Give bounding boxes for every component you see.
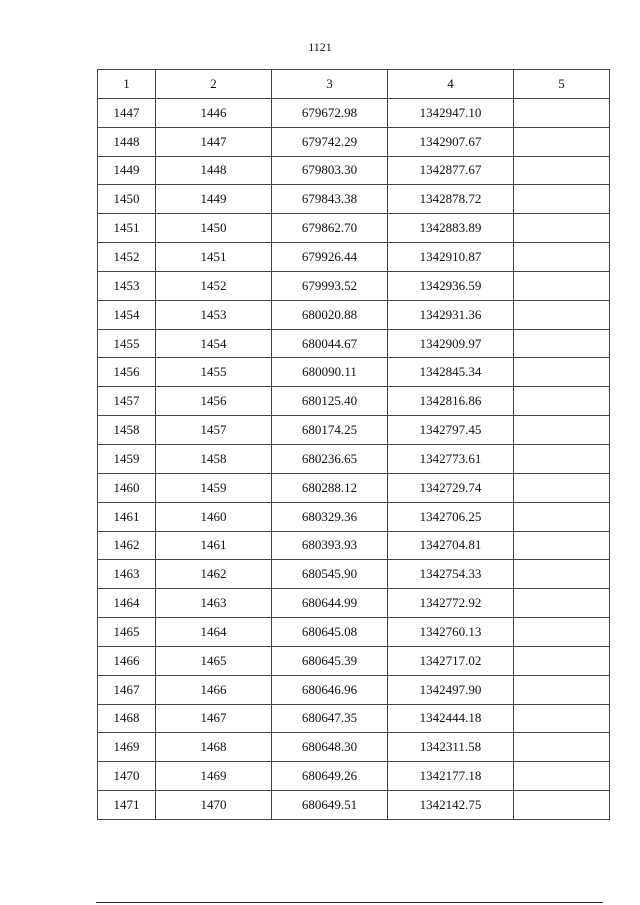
table-row [98,98,610,127]
table-row [98,704,610,733]
table-cell-col-1: 1458 [98,416,156,445]
table-cell-col-5 [514,791,610,820]
table-body [98,98,610,819]
column-header-5: 5 [514,70,610,99]
table-cell-col-5 [514,416,610,445]
table-row [98,243,610,272]
table-cell-col-3: 680649.26 [272,762,388,791]
table-cell-col-2: 1465 [156,646,272,675]
column-header-3: 3 [272,70,388,99]
table-cell-col-1: 1462 [98,531,156,560]
table-cell-col-2: 1459 [156,473,272,502]
table-cell-col-3: 679672.98 [272,98,388,127]
table-cell-col-4: 1342878.72 [388,185,514,214]
table-cell-col-2: 1455 [156,358,272,387]
table-cell-col-4: 1342883.89 [388,214,514,243]
table-cell-col-2: 1463 [156,589,272,618]
table-cell-col-5 [514,589,610,618]
table-row [98,185,610,214]
table-cell-col-4: 1342772.92 [388,589,514,618]
table-cell-col-2: 1470 [156,791,272,820]
table-cell-col-2: 1448 [156,156,272,185]
table-row [98,271,610,300]
table-cell-col-4: 1342444.18 [388,704,514,733]
table-cell-col-2: 1451 [156,243,272,272]
table-cell-col-1: 1456 [98,358,156,387]
table-cell-col-1: 1463 [98,560,156,589]
table-row [98,358,610,387]
table-cell-col-4: 1342497.90 [388,675,514,704]
table-cell-col-1: 1451 [98,214,156,243]
table-row [98,127,610,156]
table-cell-col-5 [514,271,610,300]
table-cell-col-1: 1461 [98,502,156,531]
table-cell-col-1: 1453 [98,271,156,300]
table-cell-col-3: 680329.36 [272,502,388,531]
table-cell-col-1: 1470 [98,762,156,791]
table-cell-col-5 [514,243,610,272]
table-cell-col-2: 1454 [156,329,272,358]
table-cell-col-4: 1342936.59 [388,271,514,300]
table-cell-col-1: 1457 [98,387,156,416]
table-cell-col-4: 1342142.75 [388,791,514,820]
table-cell-col-2: 1461 [156,531,272,560]
table-cell-col-1: 1471 [98,791,156,820]
table-cell-col-3: 679862.70 [272,214,388,243]
table-cell-col-3: 679926.44 [272,243,388,272]
table-cell-col-2: 1457 [156,416,272,445]
table-cell-col-3: 680545.90 [272,560,388,589]
table-cell-col-3: 680647.35 [272,704,388,733]
table-cell-col-2: 1469 [156,762,272,791]
table-cell-col-5 [514,156,610,185]
table-cell-col-5 [514,762,610,791]
table-cell-col-2: 1467 [156,704,272,733]
table-cell-col-4: 1342947.10 [388,98,514,127]
page-number: 1121 [308,40,332,54]
table-cell-col-2: 1447 [156,127,272,156]
table-cell-col-3: 680644.99 [272,589,388,618]
table-row [98,300,610,329]
table-cell-col-5 [514,618,610,647]
table-cell-col-1: 1466 [98,646,156,675]
table-cell-col-5 [514,127,610,156]
table-row [98,646,610,675]
table-cell-col-3: 680020.88 [272,300,388,329]
table-cell-col-2: 1466 [156,675,272,704]
table-cell-col-2: 1460 [156,502,272,531]
table-cell-col-5 [514,444,610,473]
table-cell-col-1: 1460 [98,473,156,502]
table-cell-col-5 [514,733,610,762]
table-row [98,589,610,618]
table-row [98,502,610,531]
table-row [98,762,610,791]
table-cell-col-3: 680174.25 [272,416,388,445]
table-cell-col-4: 1342877.67 [388,156,514,185]
table-cell-col-1: 1455 [98,329,156,358]
table-cell-col-5 [514,531,610,560]
table-cell-col-4: 1342845.34 [388,358,514,387]
table-cell-col-5 [514,358,610,387]
table-cell-col-1: 1465 [98,618,156,647]
column-header-4: 4 [388,70,514,99]
table-row [98,733,610,762]
table-cell-col-1: 1459 [98,444,156,473]
table-cell-col-2: 1462 [156,560,272,589]
table-cell-col-2: 1453 [156,300,272,329]
table-cell-col-4: 1342311.58 [388,733,514,762]
table-row [98,675,610,704]
table-cell-col-3: 680288.12 [272,473,388,502]
table-cell-col-4: 1342704.81 [388,531,514,560]
table-cell-col-3: 680648.30 [272,733,388,762]
table-cell-col-2: 1446 [156,98,272,127]
table-cell-col-5 [514,560,610,589]
table-cell-col-3: 680645.08 [272,618,388,647]
table-cell-col-4: 1342907.67 [388,127,514,156]
table-cell-col-3: 679843.38 [272,185,388,214]
table-cell-col-4: 1342797.45 [388,416,514,445]
table-cell-col-1: 1448 [98,127,156,156]
table-cell-col-5 [514,185,610,214]
table-cell-col-3: 680393.93 [272,531,388,560]
table-cell-col-1: 1467 [98,675,156,704]
table-cell-col-1: 1450 [98,185,156,214]
table-row [98,444,610,473]
table-cell-col-5 [514,98,610,127]
table-cell-col-1: 1447 [98,98,156,127]
table-cell-col-2: 1450 [156,214,272,243]
table-row [98,214,610,243]
table-cell-col-5 [514,300,610,329]
column-header-1: 1 [98,70,156,99]
table-cell-col-5 [514,329,610,358]
table-cell-col-5 [514,502,610,531]
column-header-2: 2 [156,70,272,99]
table-cell-col-4: 1342717.02 [388,646,514,675]
table-cell-col-2: 1464 [156,618,272,647]
table-cell-col-5 [514,675,610,704]
table-cell-col-3: 680090.11 [272,358,388,387]
table-cell-col-1: 1449 [98,156,156,185]
table-row [98,560,610,589]
table-row [98,329,610,358]
table-cell-col-4: 1342760.13 [388,618,514,647]
header-row [98,70,610,99]
table-header [98,70,610,99]
table-cell-col-3: 680236.65 [272,444,388,473]
table-cell-col-4: 1342729.74 [388,473,514,502]
table-cell-col-1: 1452 [98,243,156,272]
table-cell-col-4: 1342773.61 [388,444,514,473]
table-cell-col-5 [514,214,610,243]
coordinates-table [97,69,610,820]
table-cell-col-3: 680649.51 [272,791,388,820]
table-cell-col-2: 1449 [156,185,272,214]
table-cell-col-5 [514,704,610,733]
table-cell-col-1: 1464 [98,589,156,618]
table-cell-col-2: 1458 [156,444,272,473]
table-cell-col-4: 1342177.18 [388,762,514,791]
table-cell-col-5 [514,473,610,502]
table-row [98,387,610,416]
table-cell-col-2: 1456 [156,387,272,416]
table-cell-col-4: 1342754.33 [388,560,514,589]
table-cell-col-1: 1469 [98,733,156,762]
table-cell-col-1: 1468 [98,704,156,733]
table-cell-col-3: 680645.39 [272,646,388,675]
table-cell-col-3: 680646.96 [272,675,388,704]
table-row [98,791,610,820]
table-cell-col-4: 1342910.87 [388,243,514,272]
table-cell-col-2: 1452 [156,271,272,300]
table-cell-col-3: 680044.67 [272,329,388,358]
table-cell-col-5 [514,646,610,675]
table-cell-col-3: 679803.30 [272,156,388,185]
table-cell-col-5 [514,387,610,416]
table-cell-col-1: 1454 [98,300,156,329]
table-row [98,156,610,185]
table-cell-col-4: 1342816.86 [388,387,514,416]
table-row [98,618,610,647]
table-row [98,531,610,560]
footer-rule [96,902,603,903]
table-cell-col-3: 679742.29 [272,127,388,156]
table-row [98,416,610,445]
table-cell-col-4: 1342931.36 [388,300,514,329]
table-cell-col-3: 680125.40 [272,387,388,416]
table-row [98,473,610,502]
table-cell-col-4: 1342909.97 [388,329,514,358]
table-cell-col-3: 679993.52 [272,271,388,300]
table-cell-col-2: 1468 [156,733,272,762]
table-cell-col-4: 1342706.25 [388,502,514,531]
